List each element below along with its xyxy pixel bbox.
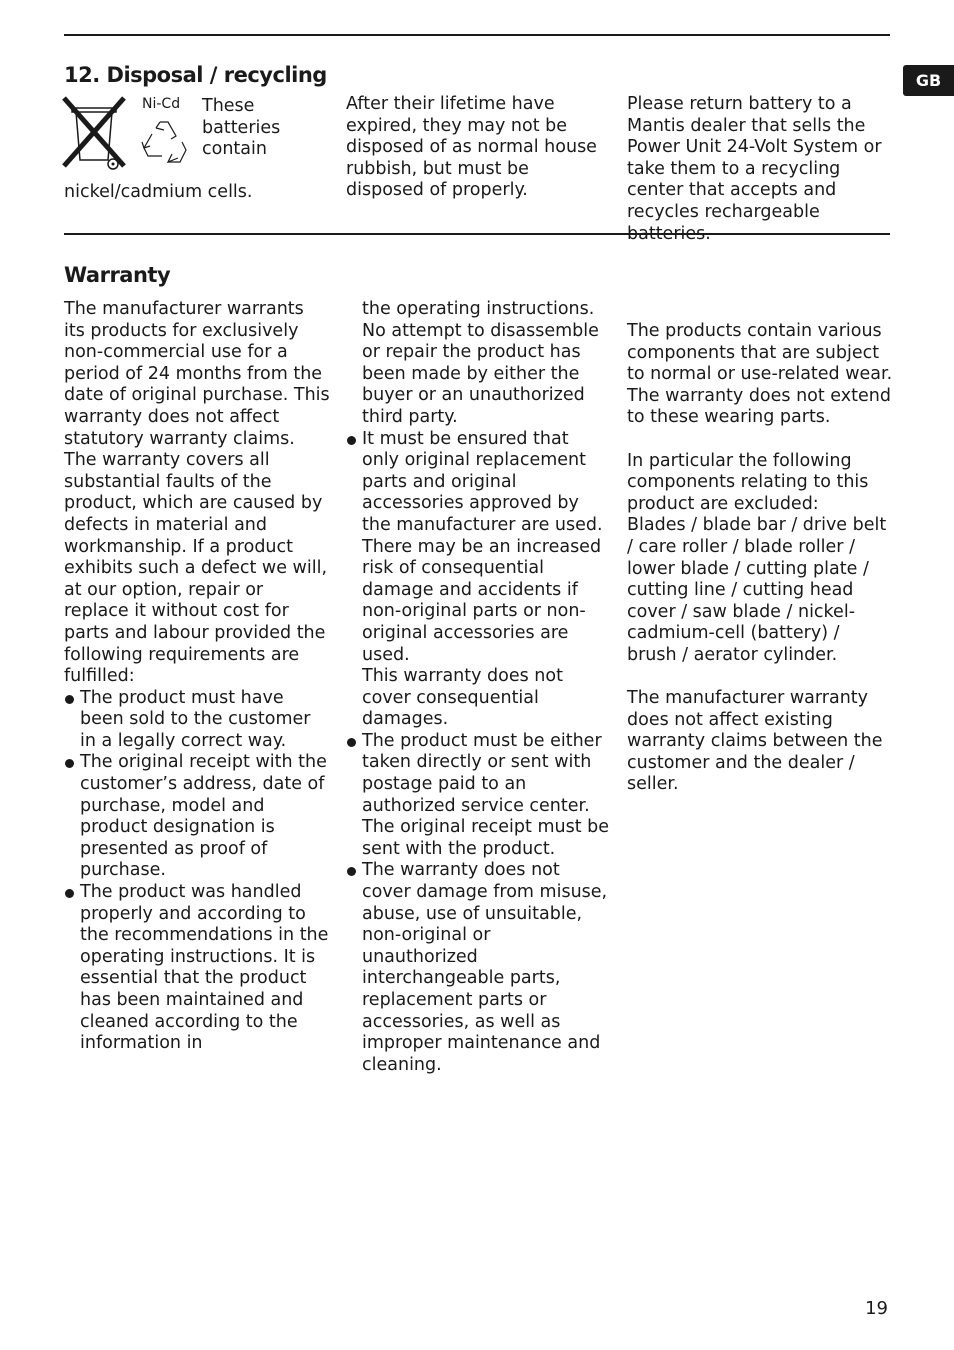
disposal-heading: 12. Disposal / recycling <box>64 63 327 87</box>
page-number: 19 <box>865 1298 888 1319</box>
warranty-column-1 <box>64 299 330 1055</box>
warranty-conditions-list <box>346 429 610 1077</box>
list-item: The warranty does not cover damage from misuse, abuse, use of unsuitable, non-original or unauthorized interchangeable parts, replacement parts or accessories, as well as improper maintenance and cleaning. <box>346 860 610 1076</box>
warranty-requirements-list <box>64 688 330 1055</box>
recycle-icon <box>138 118 190 166</box>
excluded-components-paragraph: In particular the following components relating to this product are excluded: <box>627 450 869 514</box>
warranty-column-2 <box>346 299 610 1076</box>
list-item: The product must be either taken directly or sent with postage paid to an authorized service center. The original receipt must be sent with the product. <box>346 731 610 861</box>
nicd-label: Ni-Cd <box>142 96 181 112</box>
list-item <box>346 429 610 731</box>
top-rule <box>64 34 890 36</box>
wear-parts-paragraph: The products contain various components that are subject to normal or use-related wear. The warranty does not extend to these wearing parts. <box>627 321 893 428</box>
dealer-claims-paragraph: The manufacturer warranty does not affect existing warranty claims between the customer and the dealer / seller. <box>627 688 883 795</box>
section-divider <box>64 233 890 235</box>
list-item-note: This warranty does not cover consequential damages. <box>362 666 563 730</box>
list-item: The original receipt with the customer’s address, date of purchase, model and product designation is presented as proof of purchase. <box>64 752 330 882</box>
list-item: The product must have been sold to the customer in a legally correct way. <box>64 688 330 753</box>
disposal-col1-intro: These batteries contain <box>202 96 281 160</box>
warranty-heading: Warranty <box>64 263 171 287</box>
excluded-components-list: Blades / blade bar / drive belt / care roller / blade roller / lower blade / cutting plate / cutting line / cutting head cover / saw blade / nickel-cadmium-cell (battery) / brush / aerator cylinder. <box>627 515 887 665</box>
disposal-col1-tail: nickel/cadmium cells. <box>64 182 253 202</box>
list-item-text: It must be ensured that only original replacement parts and original accessories approved by the manufacturer are used. There may be an increased risk of consequential damage and accidents if non-original parts or non-original accessories are used. <box>362 428 603 665</box>
disposal-col3: Please return battery to a Mantis dealer that sells the Power Unit 24-Volt System or take them to a recycling center that accepts and recycles rechargeable batteries. <box>627 94 882 244</box>
language-tab: GB <box>903 65 954 96</box>
crossed-bin-icon <box>62 96 132 172</box>
warranty-column-3 <box>627 321 893 796</box>
disposal-col2: After their lifetime have expired, they may not be disposed of as normal house rubbish, but must be disposed of properly. <box>346 94 597 201</box>
list-item: The product was handled properly and according to the recommendations in the operating instructions. It is essential that the product has been maintained and cleaned according to the information in <box>64 882 330 1055</box>
bullet-continuation: the operating instructions. No attempt to disassemble or repair the product has been made by either the buyer or an unauthorized third party. <box>362 299 599 427</box>
warranty-intro: The manufacturer warrants its products for exclusively non-commercial use for a period of 24 months from the date of original purchase. This warranty does not affect statutory warranty claims. The warranty covers all substantial faults of the product, which are caused by defects in material and workmanship. If a product exhibits such a defect we will, at our option, repair or replace it without cost for parts and labour provided the following requirements are fulfilled: <box>64 299 330 687</box>
